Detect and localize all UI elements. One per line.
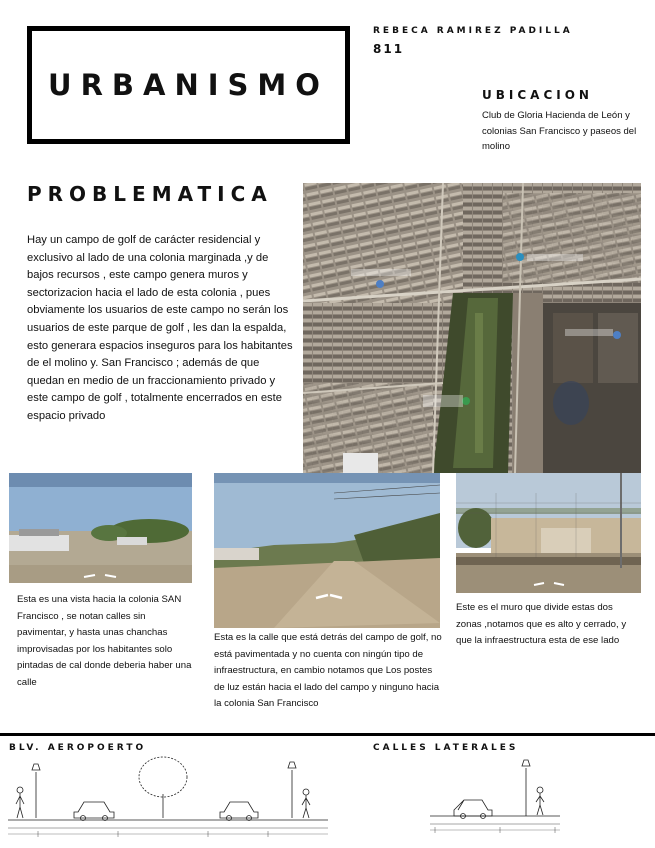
photo-dividing-wall [456, 473, 641, 593]
location-text: Club de Gloria Hacienda de León y colonias San Francisco y paseos del molino [482, 110, 637, 152]
section-divider [0, 733, 655, 736]
boulevard-heading: BLV. AEROPOERTO [9, 743, 147, 753]
photo3-caption: Este es el muro que divide estas dos zonas ,notamos que es alto y cerrado, y que la infraestructura esta de ese lado [456, 602, 627, 647]
problem-text: Hay un campo de golf de carácter residencial y exclusivo al lado de una colonia marginada ,y de bajos recursos , este campo genera muros y sectorizacion hacia el lado de esta colonia , pues obviamente los usuarios de este campo no serán los usuarios de este parque de golf , les dan la espalda, esto generara espacios inseguros para los habitantes de el molino y. San Francisco ; además de que quedan en medio de un fraccionamiento privado y este campo de golf , totalmente encerrados en este espacio privado [27, 234, 293, 422]
photo-golf-back-street [214, 473, 440, 628]
photo2-caption: Esta es la calle que está detrás del campo de golf, no está pavimentada y no cuenta con ningún tipo de infraestructura, en cambio notamos que Los postes de luz están hacia el lado del campo y ninguno hacia la colonia San Francisco [214, 632, 442, 710]
photo-colonia-view [9, 473, 192, 583]
student-code: 811 [373, 42, 405, 56]
photo1-caption: Esta es una vista hacia la colonia SAN Francisco , se notan calles sin pavimentar, y hasta unas chanchas improvisadas por los habitantes solo pintadas de cal donde deberia haber una calle [17, 594, 192, 688]
problem-heading: PROBLEMATICA [27, 182, 273, 206]
location-heading: UBICACION [482, 88, 593, 102]
lateral-streets-drawing [430, 758, 560, 842]
page-title: URBANISMO [48, 68, 329, 102]
lateral-streets-heading: CALLES LATERALES [373, 743, 519, 753]
satellite-map [303, 183, 641, 473]
author-name: REBECA RAMIREZ PADILLA [373, 26, 573, 36]
title-box [27, 26, 350, 144]
boulevard-section-drawing [8, 752, 328, 844]
